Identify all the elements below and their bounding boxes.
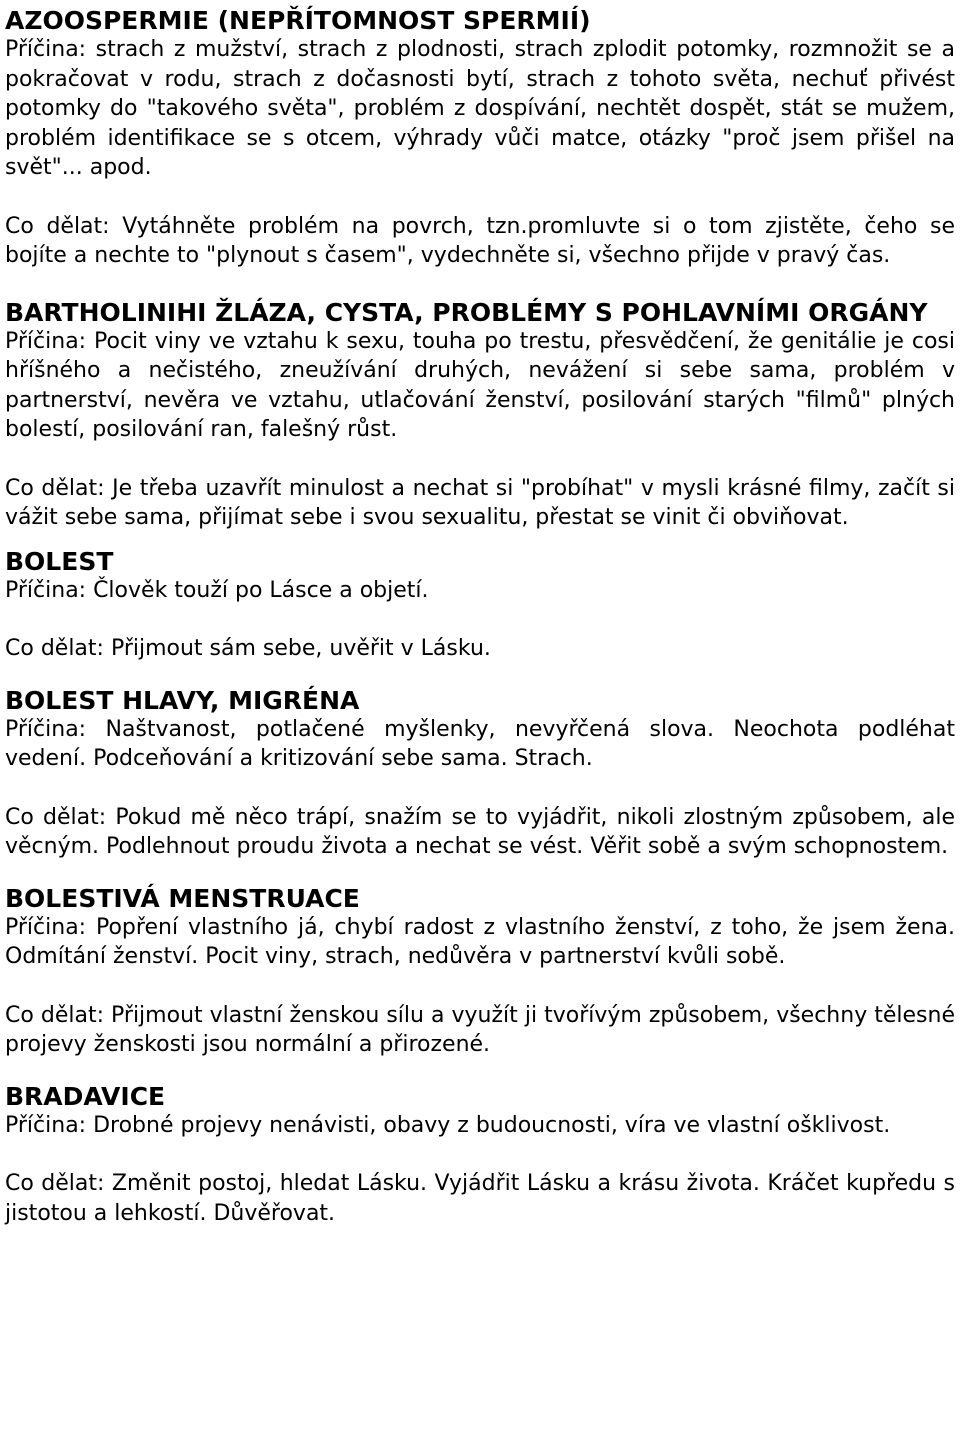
entry-cause: Příčina: Drobné projevy nenávisti, obavy z budoucnosti, víra ve vlastní ošklivost. — [5, 1112, 891, 1138]
entry-azoospermie — [5, 6, 955, 271]
entry-bolest — [5, 547, 955, 664]
entry-action: Co dělat: Přijmout sám sebe, uvěřit v Lásku. — [5, 636, 491, 661]
entry-action: Co dělat: Vytáhněte problém na povrch, tzn.promluvte si o tom zjistěte, čeho se bojíte a nechte to "plynout s časem", vydechněte si, všechno přijde v pravý čas. — [5, 213, 955, 268]
entry-cause: Příčina: strach z mužství, strach z plodnosti, strach zplodit potomky, rozmnožit se a pokračovat v rodu, strach z dočasnosti bytí, strach z tohoto světa, nechuť přivést potomky do "takového světa", problém z dospívání, nechtět dospět, stát se mužem, problém identifikace se s otcem, výhrady vůči matce, otázky "proč jsem přišel na svět"... apod. — [5, 37, 955, 180]
entry-bartholinihi — [5, 298, 955, 533]
entry-title: BRADAVICE — [5, 1081, 166, 1111]
entry-action: Co dělat: Pokud mě něco trápí, snažím se to vyjádřit, nikoli zlostným způsobem, ale věcným. Podlehnout proudu života a nechat se vést. Věřit sobě a svým schopnostem. — [5, 804, 955, 859]
entry-cause: Příčina: Popření vlastního já, chybí radost z vlastního ženství, z toho, že jsem žena. Odmítání ženství. Pocit viny, strach, nedůvěra v partnerství kvůli sobě. — [5, 914, 955, 969]
entry-action: Co dělat: Je třeba uzavřít minulost a nechat si "probíhat" v mysli krásné filmy, začít si vážit sebe sama, přijímat sebe i svou sexualitu, přestat se vinit či obviňovat. — [5, 475, 955, 530]
entry-title: BOLEST HLAVY, MIGRÉNA — [5, 685, 360, 715]
entry-bolest-hlavy — [5, 686, 955, 862]
entry-title: AZOOSPERMIE (NEPŘÍTOMNOST SPERMIÍ) — [5, 6, 591, 35]
entry-cause: Příčina: Naštvanost, potlačené myšlenky, nevyřčená slova. Neochota podléhat vedení. Podceňování a kritizování sebe sama. Strach. — [5, 716, 955, 771]
entry-title: BARTHOLINIHI ŽLÁZA, CYSTA, PROBLÉMY S POHLAVNÍMI ORGÁNY — [5, 297, 928, 327]
document-page — [0, 6, 960, 1430]
entry-cause: Příčina: Pocit viny ve vztahu k sexu, touha po trestu, přesvědčení, že genitálie je cosi hříšného a nečistého, zneužívání druhých, nevážení si sebe sama, problém v partnerství, nevěra ve vztahu, utlačování ženství, posilování starých "filmů" plných bolestí, posilování ran, falešný růst. — [5, 328, 955, 442]
entry-action: Co dělat: Změnit postoj, hledat Lásku. Vyjádřit Lásku a krásu života. Kráčet kupředu s jistotou a lehkostí. Důvěřovat. — [5, 1171, 955, 1226]
entry-action: Co dělat: Přijmout vlastní ženskou sílu a využít ji tvořívým způsobem, všechny tělesné projevy ženskosti jsou normální a přirozené. — [5, 1002, 955, 1057]
entry-title: BOLESTIVÁ MENSTRUACE — [5, 883, 360, 913]
entry-cause: Příčina: Člověk touží po Lásce a objetí. — [5, 577, 429, 603]
entry-title: BOLEST — [5, 546, 114, 576]
entry-bradavice — [5, 1082, 955, 1229]
entry-bolestiva-menstruace — [5, 884, 955, 1060]
